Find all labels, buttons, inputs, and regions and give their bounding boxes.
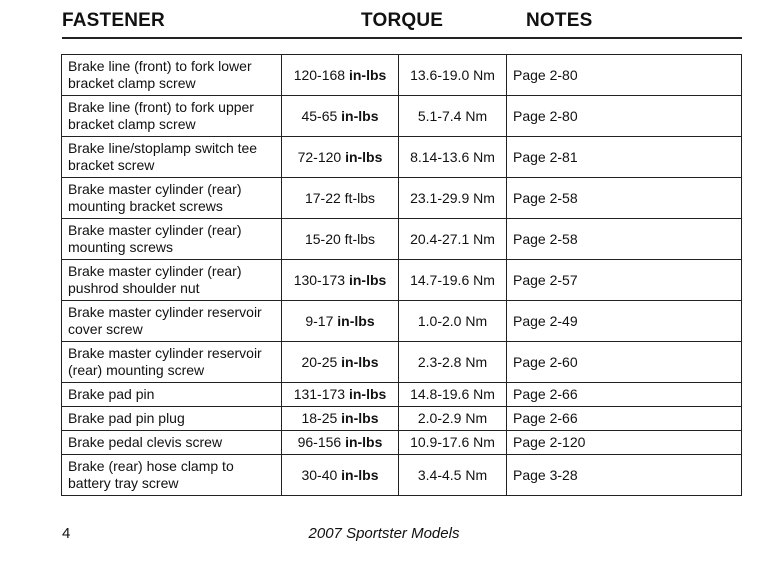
- torque-value: 18-25: [301, 410, 338, 426]
- table-row: [62, 260, 742, 301]
- table-row: [62, 342, 742, 383]
- fastener-cell: Brake line (front) to fork lower bracket clamp screw: [62, 55, 282, 96]
- table-row: [62, 431, 742, 455]
- torque-cell: [282, 55, 399, 96]
- torque-cell: [282, 178, 399, 219]
- torque-value: 131-173: [293, 386, 346, 402]
- fastener-cell: Brake master cylinder reservoir cover screw: [62, 301, 282, 342]
- notes-cell: Page 2-66: [507, 407, 742, 431]
- fastener-cell: Brake pedal clevis screw: [62, 431, 282, 455]
- notes-cell: Page 2-58: [507, 219, 742, 260]
- notes-cell: Page 2-66: [507, 383, 742, 407]
- table-row: [62, 407, 742, 431]
- column-header-notes: NOTES: [526, 10, 593, 31]
- metric-cell: 13.6-19.0 Nm: [399, 55, 507, 96]
- torque-value: 45-65: [301, 107, 338, 124]
- torque-value: 15-20: [304, 230, 341, 247]
- torque-value: 120-168: [293, 66, 346, 83]
- torque-value: 96-156: [297, 434, 342, 450]
- metric-cell: 14.7-19.6 Nm: [399, 260, 507, 301]
- metric-cell: 1.0-2.0 Nm: [399, 301, 507, 342]
- torque-value: 72-120: [297, 148, 342, 165]
- fastener-cell: Brake (rear) hose clamp to battery tray screw: [62, 455, 282, 496]
- table-row: [62, 137, 742, 178]
- torque-value: 30-40: [301, 466, 338, 483]
- table-row: [62, 96, 742, 137]
- torque-unit: in-lbs: [345, 148, 383, 165]
- column-header-fastener: FASTENER: [62, 10, 165, 31]
- metric-cell: 2.0-2.9 Nm: [399, 407, 507, 431]
- torque-cell: [282, 137, 399, 178]
- torque-unit: in-lbs: [348, 386, 387, 402]
- metric-cell: 14.8-19.6 Nm: [399, 383, 507, 407]
- torque-unit: in-lbs: [337, 312, 375, 329]
- torque-cell: [282, 383, 399, 407]
- torque-cell: [282, 455, 399, 496]
- torque-cell: [282, 301, 399, 342]
- notes-cell: Page 2-58: [507, 178, 742, 219]
- notes-cell: Page 2-49: [507, 301, 742, 342]
- metric-cell: 2.3-2.8 Nm: [399, 342, 507, 383]
- torque-unit: in-lbs: [341, 466, 379, 483]
- metric-cell: 3.4-4.5 Nm: [399, 455, 507, 496]
- torque-value: 20-25: [301, 353, 338, 370]
- fastener-cell: Brake pad pin: [62, 383, 282, 407]
- header-rule: [62, 37, 742, 39]
- torque-unit: ft-lbs: [344, 230, 376, 247]
- torque-cell: [282, 342, 399, 383]
- torque-cell: [282, 96, 399, 137]
- torque-cell: [282, 219, 399, 260]
- torque-cell: [282, 407, 399, 431]
- notes-cell: Page 3-28: [507, 455, 742, 496]
- torque-value: 9-17: [305, 312, 334, 329]
- notes-cell: Page 2-80: [507, 55, 742, 96]
- fastener-cell: Brake master cylinder (rear) mounting bracket screws: [62, 178, 282, 219]
- notes-cell: Page 2-60: [507, 342, 742, 383]
- torque-value: 17-22: [304, 189, 341, 206]
- footer-title: 2007 Sportster Models: [308, 525, 460, 542]
- torque-cell: [282, 431, 399, 455]
- table-row: [62, 301, 742, 342]
- torque-unit: in-lbs: [348, 66, 387, 83]
- metric-cell: 8.14-13.6 Nm: [399, 137, 507, 178]
- torque-cell: [282, 260, 399, 301]
- column-header-torque: TORQUE: [361, 10, 444, 31]
- metric-cell: 23.1-29.9 Nm: [399, 178, 507, 219]
- torque-unit: in-lbs: [348, 271, 387, 288]
- torque-unit: in-lbs: [345, 434, 383, 450]
- table-row: [62, 455, 742, 496]
- torque-unit: in-lbs: [341, 107, 379, 124]
- fastener-cell: Brake line (front) to fork upper bracket clamp screw: [62, 96, 282, 137]
- metric-cell: 20.4-27.1 Nm: [399, 219, 507, 260]
- fastener-cell: Brake pad pin plug: [62, 407, 282, 431]
- notes-cell: Page 2-81: [507, 137, 742, 178]
- table-row: [62, 178, 742, 219]
- metric-cell: 5.1-7.4 Nm: [399, 96, 507, 137]
- table-row: [62, 383, 742, 407]
- fastener-cell: Brake master cylinder reservoir (rear) mounting screw: [62, 342, 282, 383]
- table-row: [62, 219, 742, 260]
- torque-spec-table: [61, 54, 742, 496]
- torque-unit: ft-lbs: [344, 189, 376, 206]
- notes-cell: Page 2-80: [507, 96, 742, 137]
- table-row: [62, 55, 742, 96]
- metric-cell: 10.9-17.6 Nm: [399, 431, 507, 455]
- torque-unit: in-lbs: [341, 410, 379, 426]
- fastener-cell: Brake line/stoplamp switch tee bracket screw: [62, 137, 282, 178]
- fastener-cell: Brake master cylinder (rear) pushrod shoulder nut: [62, 260, 282, 301]
- notes-cell: Page 2-57: [507, 260, 742, 301]
- torque-value: 130-173: [293, 271, 346, 288]
- fastener-cell: Brake master cylinder (rear) mounting screws: [62, 219, 282, 260]
- torque-unit: in-lbs: [341, 353, 379, 370]
- notes-cell: Page 2-120: [507, 431, 742, 455]
- page-number: 4: [62, 525, 71, 542]
